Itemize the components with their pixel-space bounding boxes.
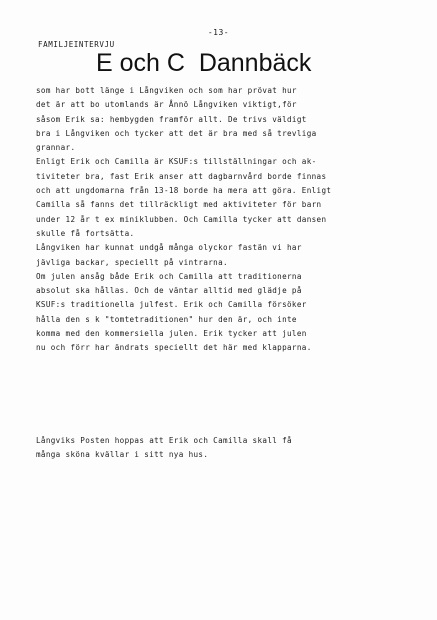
text-line: KSUF:s traditionella julfest. Erik och Camilla försöker bbox=[36, 300, 307, 310]
paragraph bbox=[36, 155, 416, 241]
closing-paragraph bbox=[36, 434, 416, 463]
paragraph bbox=[36, 84, 416, 155]
text-line: nu och förr har ändrats speciellt det här med klapparna. bbox=[36, 343, 312, 353]
text-line: Om julen ansåg både Erik och Camilla att traditionerna bbox=[36, 271, 302, 281]
article-body bbox=[36, 84, 416, 356]
text-line: såsom Erik sa: hembygden framför allt. De trivs väldigt bbox=[36, 114, 307, 124]
text-line: komma med den kommersiella julen. Erik tycker att julen bbox=[36, 329, 307, 339]
text-line: bra i Långviken och tycker att det är bra med så trevliga bbox=[36, 128, 317, 138]
text-line: tiviteter bra, fast Erik anser att dagbarnvård borde finnas bbox=[36, 171, 327, 181]
section-label: FAMILJEINTERVJU bbox=[38, 40, 115, 49]
text-line: Camilla så fanns det tillräckligt med aktiviteter för barn bbox=[36, 200, 322, 210]
text-line: många sköna kvällar i sitt nya hus. bbox=[36, 450, 209, 460]
paragraph bbox=[36, 241, 416, 270]
text-line: som har bott länge i Långviken och som har prövat hur bbox=[36, 86, 297, 95]
text-line: jävliga backar, speciellt på vintrarna. bbox=[36, 257, 228, 267]
text-line: grannar. bbox=[36, 143, 76, 153]
text-line: skulle få fortsätta. bbox=[36, 228, 135, 238]
text-line: Långviken har kunnat undgå många olyckor fastän vi har bbox=[36, 243, 302, 253]
paragraph bbox=[36, 270, 416, 356]
article-headline: E och C Dannbäck bbox=[96, 49, 312, 77]
text-line: absolut ska hållas. Och de väntar alltid med glädje på bbox=[36, 286, 302, 296]
text-line: Enligt Erik och Camilla är KSUF:s tillställningar och ak- bbox=[36, 157, 317, 167]
text-line: under 12 år t ex miniklubben. Och Camilla tycker att dansen bbox=[36, 214, 327, 224]
page-number: -13- bbox=[207, 28, 230, 37]
text-line: det är att bo utomlands är Ånnö Långviken viktigt,för bbox=[36, 100, 297, 110]
text-line: och att ungdomarna från 13-18 borde ha mera att göra. Enligt bbox=[36, 186, 332, 196]
text-line: hålla den s k "tomtetraditionen" hur den är, och inte bbox=[36, 314, 297, 324]
text-line: Långviks Posten hoppas att Erik och Camilla skall få bbox=[36, 436, 292, 445]
